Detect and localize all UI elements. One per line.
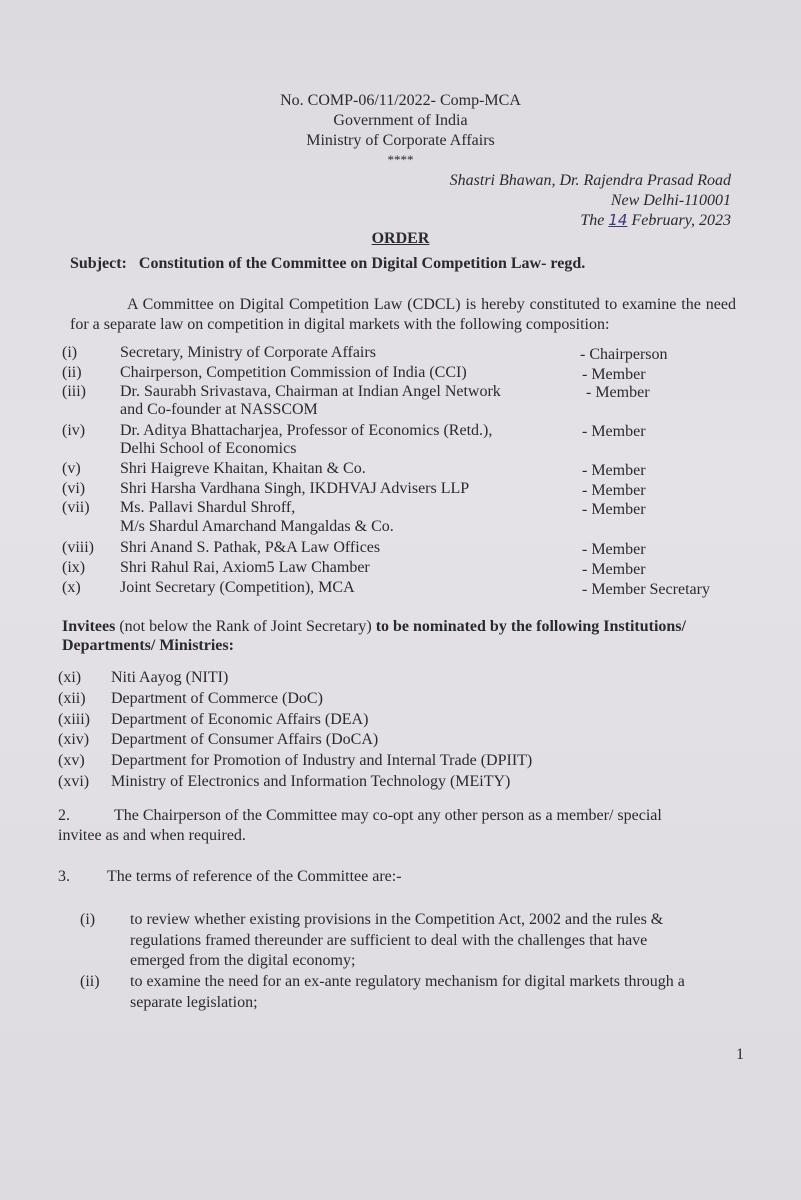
- member-role: - Member: [582, 501, 646, 518]
- member-name-cont: M/s Shardul Amarchand Mangaldas & Co.: [120, 518, 394, 535]
- reference-number: No. COMP-06/11/2022- Comp-MCA: [280, 92, 521, 109]
- member-number: (ix): [62, 559, 86, 576]
- member-name-cont: and Co-founder at NASSCOM: [120, 401, 318, 418]
- order-title: ORDER: [371, 230, 430, 247]
- member-number: (x): [62, 579, 81, 596]
- para2-line2: invitee as and when required.: [58, 827, 246, 844]
- member-number: (vi): [62, 480, 86, 497]
- member-name: Chairperson, Competition Commission of India (CCI): [120, 364, 467, 381]
- invitee-number: (xvi): [58, 773, 90, 790]
- member-name: Shri Rahul Rai, Axiom5 Law Chamber: [120, 559, 370, 576]
- term-number: (i): [80, 911, 96, 928]
- invitees-label: Invitees: [62, 618, 116, 635]
- invitee-number: (xiii): [58, 711, 90, 728]
- ministry-name: Ministry of Corporate Affairs: [306, 132, 495, 149]
- term-line: to examine the need for an ex-ante regulatory mechanism for digital markets through a: [130, 973, 685, 990]
- term-line: regulations framed thereunder are sufficient to deal with the challenges that have: [130, 932, 648, 949]
- member-number: (viii): [62, 539, 94, 556]
- date-handwritten: 14: [608, 211, 628, 229]
- invitees-nominated: to be nominated by the following Institutions/: [375, 618, 686, 635]
- member-role: - Chairperson: [580, 346, 668, 363]
- date-prefix: The: [580, 212, 605, 229]
- invitee-number: (xiv): [58, 731, 90, 748]
- member-role: - Member: [582, 462, 646, 479]
- term-line: separate legislation;: [130, 994, 258, 1011]
- invitee-number: (xi): [58, 669, 82, 686]
- header-stars: ****: [387, 152, 414, 167]
- member-role: - Member: [582, 366, 646, 383]
- member-name: Shri Harsha Vardhana Singh, IKDHVAJ Advisers LLP: [120, 480, 470, 497]
- para2-number: 2.: [58, 807, 70, 824]
- date-suffix: February, 2023: [631, 212, 731, 229]
- term-line: emerged from the digital economy;: [130, 952, 356, 969]
- intro-paragraph: A Committee on Digital Competition Law (CDCL) is hereby constituted to examine the need for a separate law on competition in digital markets with the following composition:: [70, 296, 736, 333]
- invitee-number: (xii): [58, 690, 86, 707]
- member-name: Secretary, Ministry of Corporate Affairs: [120, 344, 376, 361]
- term-number: (ii): [80, 973, 100, 990]
- member-name: Shri Anand S. Pathak, P&A Law Offices: [120, 539, 381, 556]
- government-name: Government of India: [333, 112, 468, 129]
- member-role: - Member: [582, 423, 646, 440]
- member-name-cont: Delhi School of Economics: [120, 440, 297, 457]
- invitee-name: Department of Consumer Affairs (DoCA): [111, 731, 379, 748]
- invitee-name: Department of Economic Affairs (DEA): [111, 711, 369, 728]
- address-line-1: Shastri Bhawan, Dr. Rajendra Prasad Road: [449, 172, 731, 189]
- member-role: - Member: [586, 384, 650, 401]
- member-name: Shri Haigreve Khaitan, Khaitan & Co.: [120, 460, 366, 477]
- address-line-2: New Delhi-110001: [610, 192, 731, 209]
- subject-text: Constitution of the Committee on Digital Competition Law- regd.: [138, 255, 586, 272]
- member-number: (iii): [62, 383, 86, 400]
- member-number: (iv): [62, 422, 86, 439]
- para2-line1: The Chairperson of the Committee may co-opt any other person as a member/ special: [114, 807, 662, 824]
- para3-text: The terms of reference of the Committee are:-: [107, 868, 402, 885]
- member-number: (i): [62, 344, 78, 361]
- invitees-heading: [62, 618, 686, 636]
- invitee-name: Department for Promotion of Industry and Internal Trade (DPIIT): [111, 752, 533, 769]
- member-number: (vii): [62, 499, 90, 516]
- invitee-name: Niti Aayog (NITI): [111, 669, 229, 686]
- member-name: Dr. Aditya Bhattacharjea, Professor of Economics (Retd.),: [120, 422, 493, 439]
- member-number: (ii): [62, 364, 82, 381]
- member-name: Dr. Saurabh Srivastava, Chairman at Indian Angel Network: [120, 383, 501, 400]
- invitees-heading-cont: Departments/ Ministries:: [62, 637, 234, 654]
- invitee-name: Ministry of Electronics and Information Technology (MEiTY): [111, 773, 511, 790]
- order-date: [580, 211, 731, 230]
- member-name: Ms. Pallavi Shardul Shroff,: [120, 499, 296, 516]
- member-role: - Member: [582, 541, 646, 558]
- member-role: - Member: [582, 482, 646, 499]
- member-role: - Member: [582, 561, 646, 578]
- subject-line: [70, 255, 585, 273]
- member-name: Joint Secretary (Competition), MCA: [120, 579, 355, 596]
- invitee-name: Department of Commerce (DoC): [111, 690, 323, 707]
- para3-number: 3.: [58, 868, 70, 885]
- invitees-rank: (not below the Rank of Joint Secretary): [115, 618, 376, 635]
- subject-label: Subject:: [70, 255, 127, 272]
- term-line: to review whether existing provisions in the Competition Act, 2002 and the rules &: [130, 911, 664, 928]
- member-role: - Member Secretary: [582, 581, 710, 598]
- invitee-number: (xv): [58, 752, 85, 769]
- member-number: (v): [62, 460, 81, 477]
- page-number: 1: [736, 1046, 744, 1063]
